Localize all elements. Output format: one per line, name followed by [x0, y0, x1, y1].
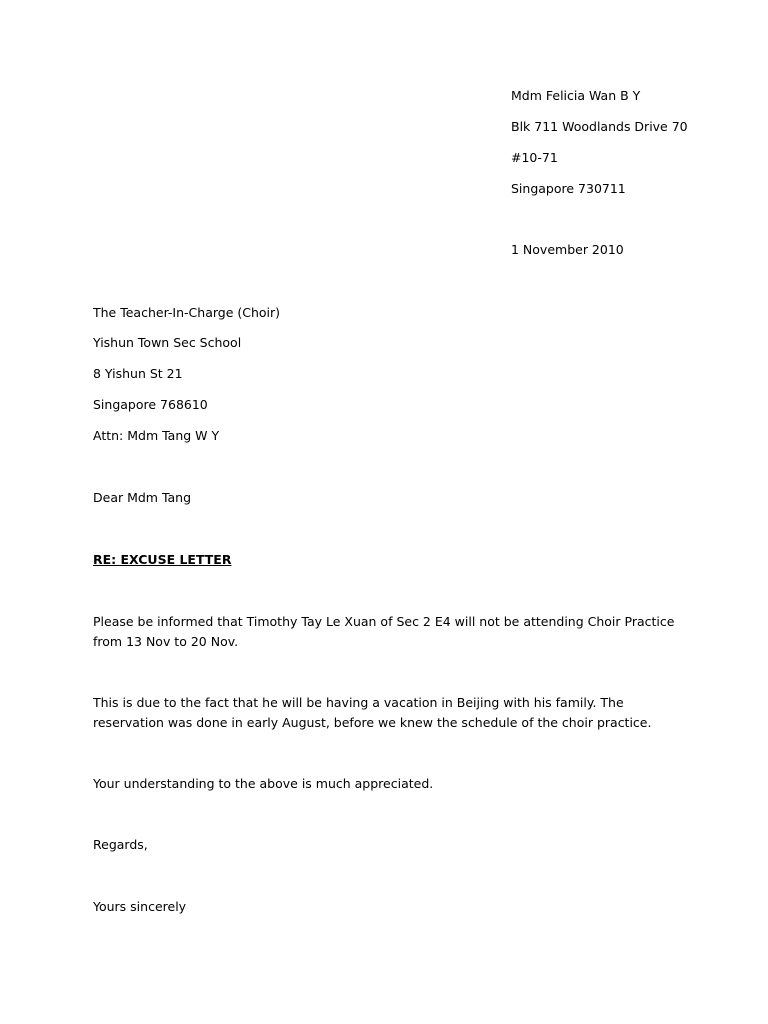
- salutation: Dear Mdm Tang: [93, 490, 192, 505]
- body-paragraph-2: This is due to the fact that he will be having a vacation in Beijing with his family. The reservation was done in early August, before we knew the schedule of the choir practice.: [93, 695, 652, 730]
- sender-address-line1: Blk 711 Woodlands Drive 70: [511, 119, 688, 134]
- recipient-street: 8 Yishun St 21: [93, 366, 183, 381]
- sender-address-line2: #10-71: [511, 150, 558, 165]
- body-paragraph-3: Your understanding to the above is much appreciated.: [93, 776, 434, 791]
- recipient-school: Yishun Town Sec School: [93, 335, 242, 350]
- body-paragraph-1: Please be informed that Timothy Tay Le Xuan of Sec 2 E4 will not be attending Choir Practice from 13 Nov to 20 Nov.: [93, 614, 675, 649]
- subject-line: RE: EXCUSE LETTER: [93, 552, 232, 567]
- recipient-postal: Singapore 768610: [93, 397, 208, 412]
- letter-date: 1 November 2010: [511, 242, 624, 257]
- closing-sincerely: Yours sincerely: [93, 899, 187, 914]
- recipient-attn: Attn: Mdm Tang W Y: [93, 428, 220, 443]
- sender-name: Mdm Felicia Wan B Y: [511, 88, 641, 103]
- recipient-title: The Teacher-In-Charge (Choir): [93, 305, 281, 320]
- closing-regards: Regards,: [93, 837, 148, 852]
- sender-address-line3: Singapore 730711: [511, 181, 626, 196]
